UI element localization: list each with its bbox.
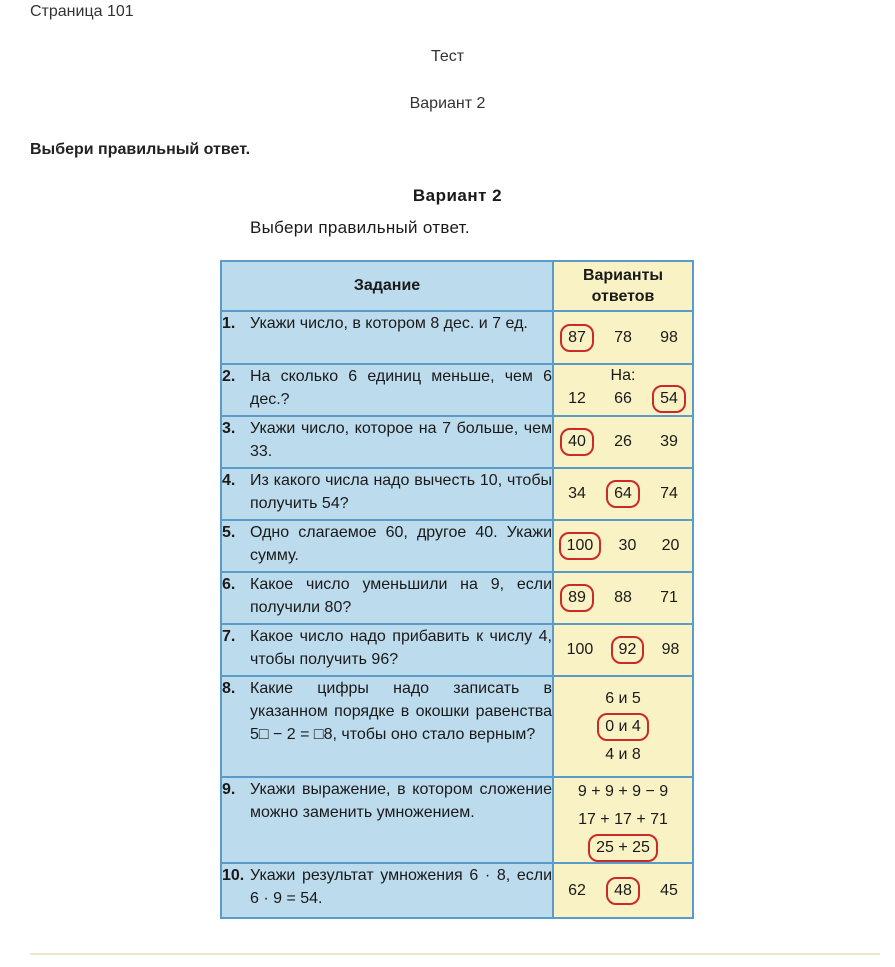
bottom-divider [30,953,880,955]
answer-option: 34 [568,485,586,502]
task-text: Укажи число, которое на 7 больше, чем 33. [250,420,552,460]
answer-cell [553,468,693,520]
answer-option-correct: 87 [560,324,594,352]
answer-option: 78 [614,328,632,346]
answer-option: 4 и 8 [605,745,641,763]
answer-option-correct: 40 [560,428,594,456]
task-cell [221,624,553,676]
table-row [221,468,693,520]
answer-option-correct: 54 [652,385,686,413]
table-row [221,364,693,416]
task-cell [221,416,553,468]
answer-options [554,324,692,352]
textbook-scan [215,180,700,920]
answer-option-correct: 48 [606,877,640,905]
task-text: Какие цифры надо записать в указанном порядке в окошки равенства 5□ − 2 = □8, чтобы оно стало верным? [250,680,552,743]
test-title: Тест [430,48,465,65]
answer-cell [553,676,693,777]
answer-option: 74 [660,485,678,502]
task-cell [221,777,553,863]
task-number: 8. [222,680,236,697]
task-cell [221,572,553,624]
scan-title: Вариант 2 [412,186,503,205]
column-header-task: Задание [221,261,553,311]
task-number: 9. [222,781,236,798]
answer-option: 20 [661,537,680,554]
column-header-answers-line2: ответов [591,288,655,305]
task-cell [221,520,553,572]
task-cell [221,863,553,918]
task-number: 10. [222,867,245,884]
task-number: 7. [222,628,236,645]
task-number: 4. [222,472,236,489]
answer-options [554,480,692,508]
scan-subtitle: Выбери правильный ответ. [250,218,470,237]
answer-option-correct: 25 + 25 [588,834,658,862]
answer-option: 71 [660,589,678,606]
answer-options [554,584,692,612]
answer-options [554,778,692,862]
task-number: 2. [222,368,236,385]
task-number: 1. [222,315,236,332]
answer-option: 12 [568,390,586,407]
answer-option: 17 + 17 + 71 [578,811,668,828]
task-text: Одно слагаемое 60, другое 40. Укажи сумму. [250,524,552,564]
answer-options [554,685,692,769]
answer-option-correct: 100 [559,532,602,560]
task-text: Укажи выражение, в котором сложение можно заменить умножением. [250,781,552,821]
answer-cell [553,777,693,863]
table-row [221,416,693,468]
task-text: Укажи результат умножения 6 · 8, если 6 · 9 = 54. [250,867,552,907]
answer-cell [553,364,693,416]
answer-options [554,428,692,456]
answer-option-correct: 92 [611,636,645,664]
answer-option: 30 [618,537,637,554]
task-number: 6. [222,576,236,593]
table-row [221,624,693,676]
answer-option-correct: 64 [606,480,640,508]
answer-options [554,532,692,560]
task-text: Какое число надо прибавить к числу 4, чтобы получить 96? [250,628,552,668]
answer-cell [553,624,693,676]
answer-cell [553,520,693,572]
task-text: На сколько 6 единиц меньше, чем 6 дес.? [250,368,552,408]
answer-cell [553,311,693,364]
test-table [220,260,694,919]
task-cell [221,364,553,416]
page-number: Страница 101 [30,3,134,20]
answer-option: 45 [660,881,678,899]
task-text: Какое число уменьшили на 9, если получили 80? [250,576,552,616]
task-text: Из какого числа надо вычесть 10, чтобы получить 54? [250,472,552,512]
task-number: 3. [222,420,236,437]
answer-options [554,636,692,664]
answer-option: 66 [614,390,632,407]
task-text: Укажи число, в котором 8 дес. и 7 ед. [250,315,528,332]
task-cell [221,468,553,520]
answer-cell [553,572,693,624]
table-row [221,676,693,777]
variant-label: Вариант 2 [409,95,486,112]
column-header-answers [553,261,693,311]
answer-option: 39 [660,433,678,450]
answer-option: 100 [566,641,594,658]
task-cell [221,676,553,777]
answer-cell [553,863,693,918]
answer-option: 88 [614,589,632,606]
table-row [221,863,693,918]
answer-option: 9 + 9 + 9 − 9 [577,783,669,800]
answer-option: 26 [614,433,632,450]
answer-option-correct: 89 [560,584,594,612]
instruction-text: Выбери правильный ответ. [30,141,251,158]
answer-options [554,877,692,905]
task-cell [221,311,553,364]
answer-option: 62 [568,881,586,899]
answer-option-correct: 0 и 4 [597,713,649,741]
answer-option: 6 и 5 [605,689,641,707]
answer-options [554,385,692,413]
table-row [221,777,693,863]
table-row [221,572,693,624]
answer-cell [553,416,693,468]
answer-option: 98 [660,328,678,346]
answer-prefix: На: [610,367,636,384]
table-row [221,520,693,572]
table-row [221,311,693,364]
task-number: 5. [222,524,236,541]
table-header-row [221,261,693,311]
column-header-answers-line1: Варианты [582,267,664,284]
answer-option: 98 [661,641,680,658]
